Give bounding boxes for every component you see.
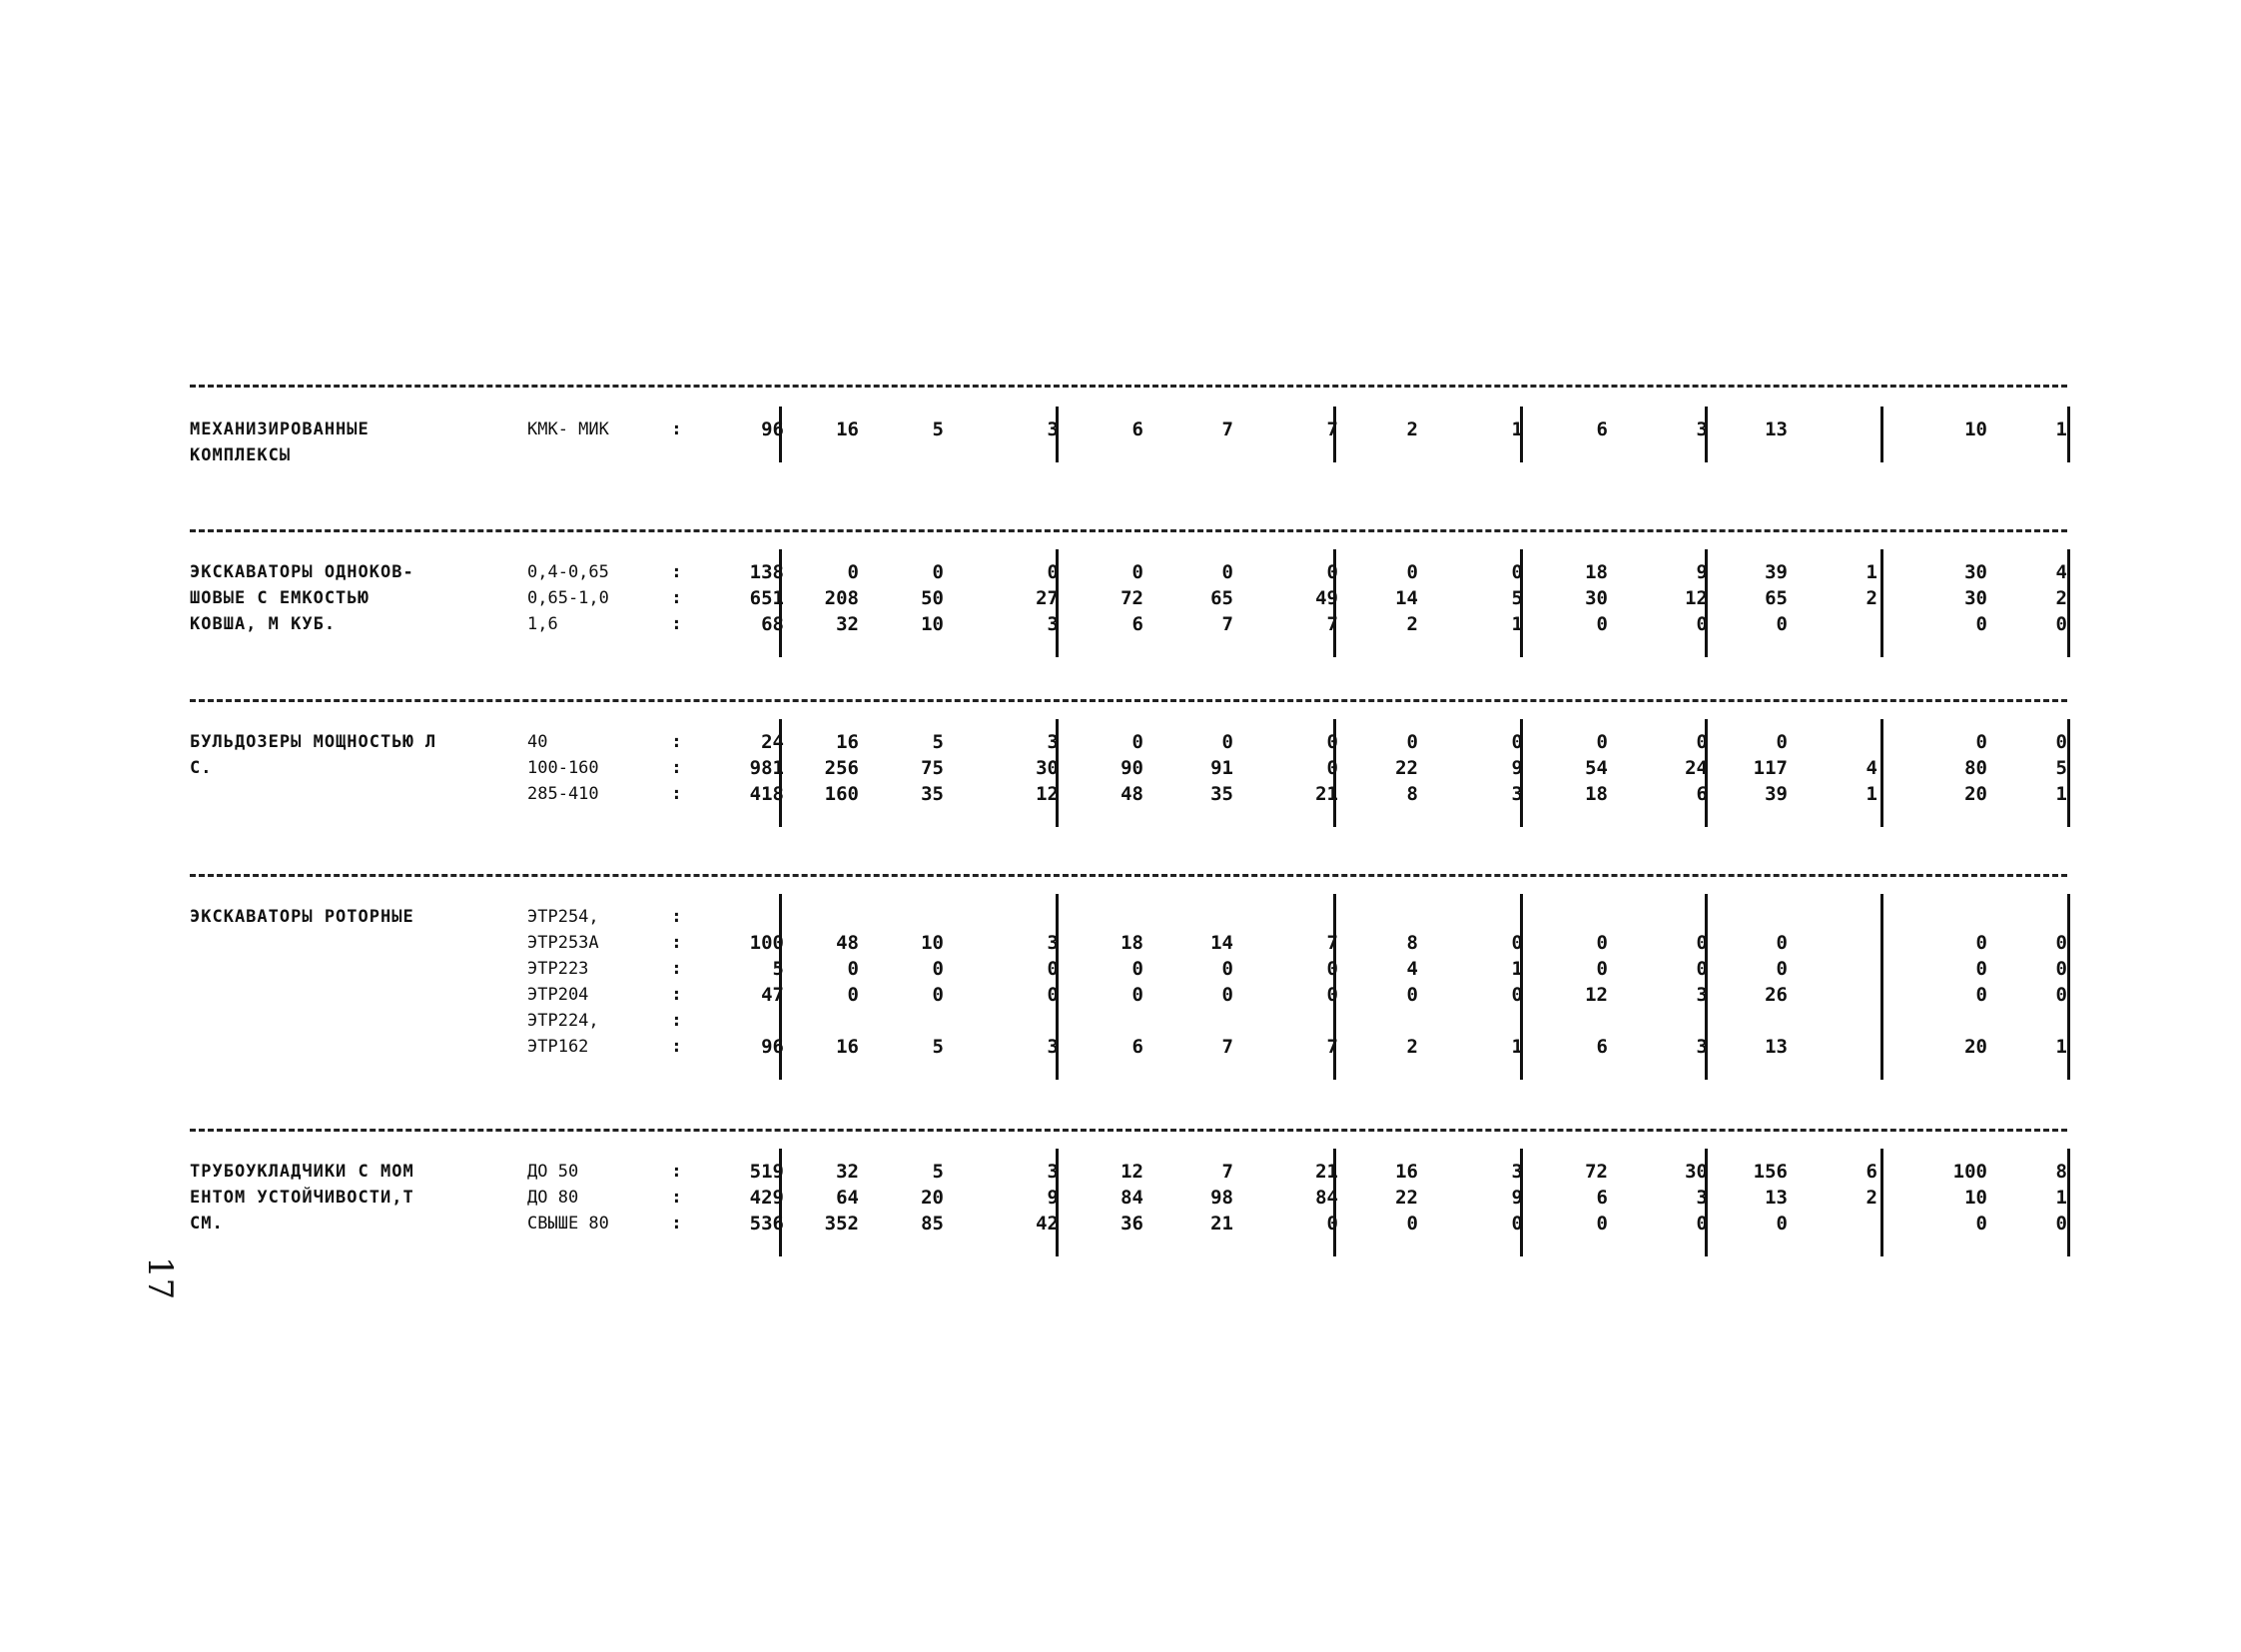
- table-cell: 0: [1326, 561, 1338, 583]
- table-cell: 5: [772, 958, 784, 980]
- section-separator: [190, 385, 2067, 388]
- table-cell: 536: [749, 1213, 784, 1235]
- table-cell: 0: [847, 958, 859, 980]
- table-cell: 3: [1696, 984, 1708, 1006]
- table-cell: 0: [1776, 932, 1788, 954]
- table-cell: 85: [921, 1213, 944, 1235]
- table-cell: 3: [1047, 613, 1059, 635]
- table-cell: 519: [749, 1161, 784, 1183]
- table-cell: 1: [1866, 561, 1877, 583]
- table-cell: 0: [1696, 958, 1708, 980]
- table-cell: 50: [921, 587, 944, 609]
- table-cell: 5: [932, 1036, 944, 1058]
- table-cell: 0: [1406, 984, 1418, 1006]
- table-cell: 13: [1765, 1036, 1788, 1058]
- table-cell: 12: [1585, 984, 1608, 1006]
- table-cell: 1: [1866, 783, 1877, 805]
- table-cell: 0: [847, 561, 859, 583]
- table-cell: 0: [1326, 757, 1338, 779]
- table-cell: 20: [1964, 1036, 1987, 1058]
- table-cell: 2: [1866, 1187, 1877, 1209]
- table-cell: 12: [1685, 587, 1708, 609]
- table-cell: 6: [1696, 783, 1708, 805]
- table-cell: 65: [1210, 587, 1233, 609]
- row-separator: :: [671, 958, 682, 979]
- row-separator: :: [671, 1161, 682, 1182]
- equipment-parameter: ЭТР254, ЭТР253А ЭТР223 ЭТР204 ЭТР224, ЭТР162: [527, 907, 599, 1057]
- table-cell: 7: [1326, 932, 1338, 954]
- table-cell: 3: [1511, 1161, 1523, 1183]
- table-cell: 16: [836, 731, 859, 753]
- table-cell: 0: [1696, 1213, 1708, 1235]
- table-cell: 0: [932, 561, 944, 583]
- table-cell: 0: [932, 984, 944, 1006]
- table-cell: 21: [1210, 1213, 1233, 1235]
- table-cell: 0: [1326, 958, 1338, 980]
- table-cell: 32: [836, 1161, 859, 1183]
- table-cell: 13: [1765, 418, 1788, 440]
- table-cell: 0: [1221, 984, 1233, 1006]
- table-cell: 0: [1975, 984, 1987, 1006]
- table-cell: 3: [1047, 731, 1059, 753]
- row-separator: :: [671, 984, 682, 1005]
- table-cell: 0: [2055, 958, 2067, 980]
- equipment-name: ЭКСКАВАТОРЫ РОТОРНЫЕ: [190, 907, 414, 927]
- table-cell: 68: [761, 613, 784, 635]
- table-cell: 8: [2055, 1161, 2067, 1183]
- table-cell: 156: [1753, 1161, 1788, 1183]
- table-cell: 90: [1120, 757, 1143, 779]
- table-row: [0, 585, 2241, 611]
- table-cell: 0: [1221, 561, 1233, 583]
- table-cell: 27: [1036, 587, 1059, 609]
- table-cell: 10: [921, 932, 944, 954]
- table-cell: 18: [1585, 561, 1608, 583]
- table-cell: 4: [2055, 561, 2067, 583]
- table-row: [0, 755, 2241, 781]
- table-cell: 80: [1964, 757, 1987, 779]
- table-cell: 14: [1395, 587, 1418, 609]
- table-cell: 3: [1047, 1036, 1059, 1058]
- table-cell: 20: [921, 1187, 944, 1209]
- table-cell: 0: [1776, 1213, 1788, 1235]
- table-cell: 0: [1047, 561, 1059, 583]
- table-cell: 54: [1585, 757, 1608, 779]
- table-cell: 5: [932, 731, 944, 753]
- table-cell: 1: [2055, 1036, 2067, 1058]
- section-separator: [190, 874, 2067, 877]
- table-cell: 1: [2055, 783, 2067, 805]
- table-cell: 10: [1964, 1187, 1987, 1209]
- table-cell: 117: [1753, 757, 1788, 779]
- table-cell: 2: [1406, 418, 1418, 440]
- table-cell: 30: [1585, 587, 1608, 609]
- table-cell: 0: [1131, 561, 1143, 583]
- table-cell: 21: [1315, 783, 1338, 805]
- table-row: [0, 729, 2241, 755]
- row-separator: :: [671, 783, 682, 804]
- table-cell: 2: [1406, 613, 1418, 635]
- table-cell: 14: [1210, 932, 1233, 954]
- table-cell: 0: [1975, 1213, 1987, 1235]
- table-row: [0, 1185, 2241, 1211]
- section-separator: [190, 529, 2067, 532]
- table-cell: 0: [1326, 731, 1338, 753]
- table-cell: 13: [1765, 1187, 1788, 1209]
- equipment-name: БУЛЬДОЗЕРЫ МОЩНОСТЬЮ Л С.: [190, 732, 437, 778]
- table-cell: 24: [761, 731, 784, 753]
- table-cell: 0: [1596, 613, 1608, 635]
- table-cell: 4: [1866, 757, 1877, 779]
- table-row: [0, 930, 2241, 956]
- table-cell: 96: [761, 1036, 784, 1058]
- table-cell: 48: [836, 932, 859, 954]
- table-cell: 429: [749, 1187, 784, 1209]
- table-cell: 22: [1395, 757, 1418, 779]
- table-row: [0, 1034, 2241, 1060]
- table-cell: 7: [1221, 418, 1233, 440]
- table-cell: 39: [1765, 561, 1788, 583]
- table-cell: 208: [824, 587, 859, 609]
- table-cell: 0: [1511, 1213, 1523, 1235]
- table-cell: 24: [1685, 757, 1708, 779]
- table-cell: 0: [1696, 613, 1708, 635]
- table-cell: 352: [824, 1213, 859, 1235]
- table-cell: 5: [2055, 757, 2067, 779]
- table-row: [0, 956, 2241, 982]
- table-cell: 30: [1964, 587, 1987, 609]
- table-cell: 0: [1776, 958, 1788, 980]
- page-number: 17: [140, 1256, 180, 1300]
- table-cell: 3: [1696, 1187, 1708, 1209]
- table-cell: 18: [1585, 783, 1608, 805]
- row-separator: :: [671, 731, 682, 752]
- table-cell: 48: [1120, 783, 1143, 805]
- table-cell: 6: [1596, 1187, 1608, 1209]
- row-separator: :: [671, 932, 682, 953]
- table-cell: 0: [1975, 613, 1987, 635]
- table-cell: 21: [1315, 1161, 1338, 1183]
- table-cell: 6: [1131, 613, 1143, 635]
- table-cell: 8: [1406, 783, 1418, 805]
- table-cell: 1: [1511, 1036, 1523, 1058]
- table-row: [0, 982, 2241, 1008]
- table-cell: 0: [1511, 984, 1523, 1006]
- table-cell: 72: [1120, 587, 1143, 609]
- table-cell: 30: [1036, 757, 1059, 779]
- table-cell: 84: [1315, 1187, 1338, 1209]
- table-cell: 0: [1047, 958, 1059, 980]
- equipment-parameter: 40 100-160 285-410: [527, 732, 599, 804]
- table-cell: 0: [1406, 731, 1418, 753]
- table-cell: 0: [1776, 613, 1788, 635]
- table-cell: 3: [1047, 418, 1059, 440]
- table-cell: 651: [749, 587, 784, 609]
- table-cell: 35: [1210, 783, 1233, 805]
- table-row: [0, 904, 2241, 930]
- table-cell: 0: [1221, 731, 1233, 753]
- equipment-parameter: ДО 50 ДО 80 СВЫШЕ 80: [527, 1162, 609, 1234]
- table-row: [0, 1008, 2241, 1034]
- table-cell: 7: [1326, 1036, 1338, 1058]
- table-row: [0, 416, 2241, 442]
- table-cell: 30: [1964, 561, 1987, 583]
- table-cell: 16: [836, 418, 859, 440]
- table-cell: 3: [1696, 1036, 1708, 1058]
- table-cell: 12: [1036, 783, 1059, 805]
- table-cell: 16: [836, 1036, 859, 1058]
- table-cell: 1: [2055, 1187, 2067, 1209]
- table-cell: 160: [824, 783, 859, 805]
- table-cell: 49: [1315, 587, 1338, 609]
- section-separator: [190, 699, 2067, 702]
- table-cell: 10: [1964, 418, 1987, 440]
- table-cell: 0: [1511, 561, 1523, 583]
- table-cell: 75: [921, 757, 944, 779]
- table-cell: 20: [1964, 783, 1987, 805]
- table-cell: 3: [1047, 1161, 1059, 1183]
- table-cell: 16: [1395, 1161, 1418, 1183]
- table-cell: 0: [1511, 731, 1523, 753]
- table-cell: 0: [1406, 1213, 1418, 1235]
- table-cell: 0: [2055, 932, 2067, 954]
- table-cell: 98: [1210, 1187, 1233, 1209]
- table-cell: 0: [1975, 958, 1987, 980]
- equipment-name: ЭКСКАВАТОРЫ ОДНОКОВ- ШОВЫЕ С ЕМКОСТЬЮ КОВША, М КУБ.: [190, 562, 414, 634]
- row-separator: :: [671, 757, 682, 778]
- table-cell: 0: [1131, 958, 1143, 980]
- equipment-name: МЕХАНИЗИРОВАННЫЕ КОМПЛЕКСЫ: [190, 419, 370, 465]
- table-cell: 3: [1047, 932, 1059, 954]
- table-cell: 0: [847, 984, 859, 1006]
- table-cell: 0: [1326, 1213, 1338, 1235]
- table-cell: 1: [1511, 613, 1523, 635]
- table-cell: 22: [1395, 1187, 1418, 1209]
- equipment-parameter: КМК- МИК: [527, 419, 609, 439]
- table-cell: 0: [2055, 984, 2067, 1006]
- table-cell: 3: [1696, 418, 1708, 440]
- table-cell: 36: [1120, 1213, 1143, 1235]
- row-separator: :: [671, 1187, 682, 1208]
- table-cell: 0: [932, 958, 944, 980]
- table-cell: 1: [1511, 418, 1523, 440]
- table-cell: 0: [1511, 932, 1523, 954]
- table-cell: 0: [1596, 958, 1608, 980]
- table-cell: 65: [1765, 587, 1788, 609]
- table-cell: 8: [1406, 932, 1418, 954]
- equipment-parameter: 0,4-0,65 0,65-1,0 1,6: [527, 562, 609, 634]
- table-cell: 30: [1685, 1161, 1708, 1183]
- table-cell: 26: [1765, 984, 1788, 1006]
- table-cell: 5: [1511, 587, 1523, 609]
- table-cell: 6: [1866, 1161, 1877, 1183]
- table-cell: 5: [932, 418, 944, 440]
- table-cell: 2: [1406, 1036, 1418, 1058]
- table-row: [0, 1211, 2241, 1237]
- table-cell: 7: [1326, 418, 1338, 440]
- table-cell: 72: [1585, 1161, 1608, 1183]
- table-cell: 0: [1975, 731, 1987, 753]
- table-cell: 9: [1047, 1187, 1059, 1209]
- table-cell: 7: [1221, 1161, 1233, 1183]
- table-cell: 12: [1120, 1161, 1143, 1183]
- table-cell: 1: [1511, 958, 1523, 980]
- table-cell: 100: [1952, 1161, 1987, 1183]
- table-cell: 35: [921, 783, 944, 805]
- table-cell: 7: [1221, 1036, 1233, 1058]
- table-cell: 0: [1131, 731, 1143, 753]
- table-cell: 418: [749, 783, 784, 805]
- table-cell: 47: [761, 984, 784, 1006]
- table-cell: 96: [761, 418, 784, 440]
- table-cell: 9: [1696, 561, 1708, 583]
- table-cell: 0: [2055, 731, 2067, 753]
- table-cell: 0: [1776, 731, 1788, 753]
- table-cell: 0: [1221, 958, 1233, 980]
- table-cell: 18: [1120, 932, 1143, 954]
- table-cell: 6: [1131, 418, 1143, 440]
- table-cell: 3: [1511, 783, 1523, 805]
- table-cell: 64: [836, 1187, 859, 1209]
- table-cell: 0: [1596, 1213, 1608, 1235]
- table-row: [0, 1159, 2241, 1185]
- table-cell: 2: [1866, 587, 1877, 609]
- table-cell: 0: [1975, 932, 1987, 954]
- table-row: [0, 611, 2241, 637]
- row-separator: :: [671, 906, 682, 927]
- row-separator: :: [671, 1213, 682, 1234]
- table-cell: 981: [749, 757, 784, 779]
- table-cell: 0: [1406, 561, 1418, 583]
- table-cell: 6: [1596, 1036, 1608, 1058]
- table-cell: 9: [1511, 757, 1523, 779]
- table-cell: 0: [1696, 731, 1708, 753]
- equipment-name: ТРУБОУКЛАДЧИКИ С МОМ ЕНТОМ УСТОЙЧИВОСТИ,Т СМ.: [190, 1162, 414, 1234]
- table-cell: 91: [1210, 757, 1233, 779]
- table-cell: 7: [1221, 613, 1233, 635]
- table-cell: 2: [2055, 587, 2067, 609]
- table-cell: 138: [749, 561, 784, 583]
- table-cell: 6: [1596, 418, 1608, 440]
- table-cell: 0: [2055, 613, 2067, 635]
- table-cell: 84: [1120, 1187, 1143, 1209]
- table-cell: 39: [1765, 783, 1788, 805]
- row-separator: :: [671, 587, 682, 608]
- row-separator: :: [671, 418, 682, 439]
- table-cell: 0: [2055, 1213, 2067, 1235]
- table-cell: 32: [836, 613, 859, 635]
- table-cell: 0: [1047, 984, 1059, 1006]
- row-separator: :: [671, 1010, 682, 1031]
- row-separator: :: [671, 561, 682, 582]
- table-cell: 0: [1326, 984, 1338, 1006]
- table-cell: 0: [1131, 984, 1143, 1006]
- row-separator: :: [671, 613, 682, 634]
- row-separator: :: [671, 1036, 682, 1057]
- table-row: [0, 559, 2241, 585]
- table-cell: 256: [824, 757, 859, 779]
- table-cell: 4: [1406, 958, 1418, 980]
- table-cell: 1: [2055, 418, 2067, 440]
- table-cell: 0: [1696, 932, 1708, 954]
- table-cell: 6: [1131, 1036, 1143, 1058]
- table-cell: 10: [921, 613, 944, 635]
- table-cell: 9: [1511, 1187, 1523, 1209]
- section-separator: [190, 1129, 2067, 1132]
- table-cell: 42: [1036, 1213, 1059, 1235]
- table-cell: 0: [1596, 731, 1608, 753]
- table-cell: 0: [1596, 932, 1608, 954]
- table-cell: 7: [1326, 613, 1338, 635]
- table-cell: 100: [749, 932, 784, 954]
- table-row: [0, 781, 2241, 807]
- table-cell: 5: [932, 1161, 944, 1183]
